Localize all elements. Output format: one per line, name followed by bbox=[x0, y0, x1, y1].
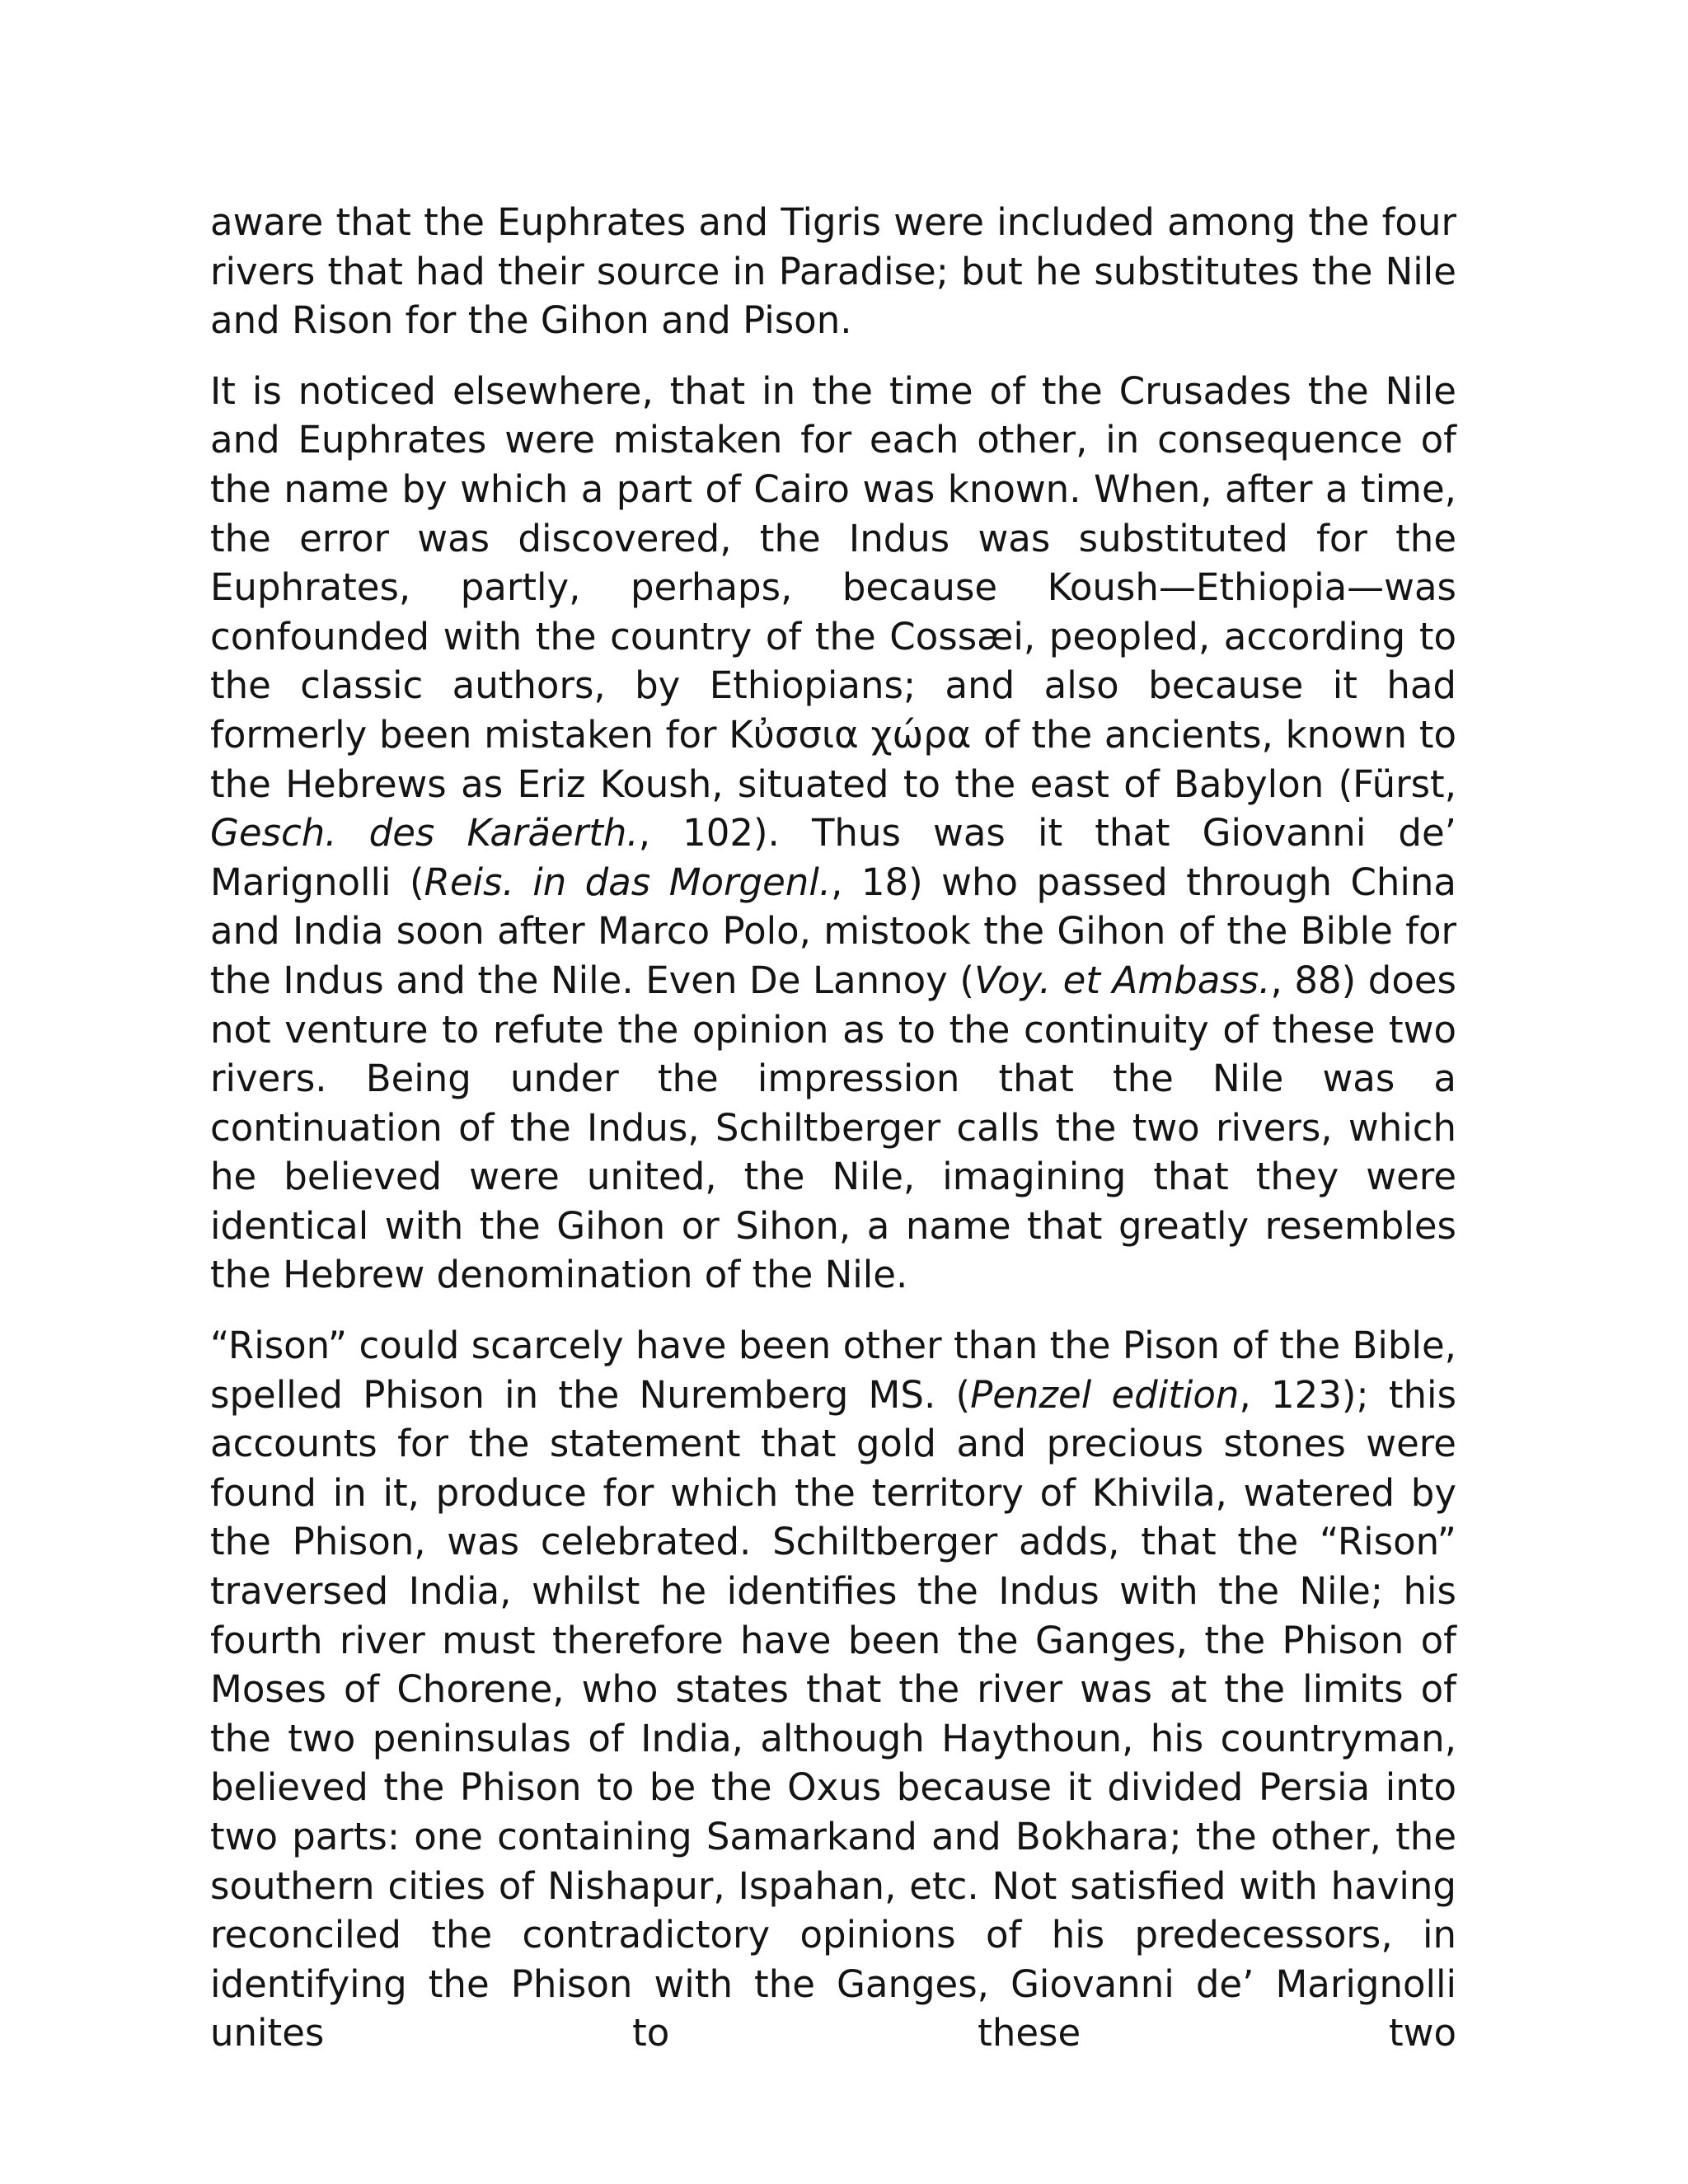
paragraph-text: It is noticed elsewhere, that in the time of the Crusades the Nile and Euphrates were mistaken for each other, in consequence of the name by which a part of Cairo was known. When, after a time, the error was discovered, the Indus was substituted for the Euphrates, partly, perhaps, because Koush—Ethiopia—was confounded with the country of the Cossæi, peopled, according to the classic authors, by Ethiopians; and also because it had formerly been mistaken for Κὐσσια χώρα of the ancients, known to the Hebrews as Eriz Koush, situated to the east of Babylon (Fürst, bbox=[210, 368, 1456, 806]
paragraph-1 bbox=[210, 198, 1456, 345]
citation-title: Gesch. des Karäerth. bbox=[210, 811, 639, 855]
paragraph-text: aware that the Euphrates and Tigris were included among the four rivers that had their source in Paradise; but he substitutes the Nile and Rison for the Gihon and Pison. bbox=[210, 200, 1456, 343]
paragraph-3 bbox=[210, 1321, 1456, 2058]
paragraph-text: , 123); this accounts for the statement that gold and precious stones were found in it, produce for which the territory of Khivila, watered by the Phison, was celebrated. Schiltberger adds, that the “Rison” traversed India, whilst he identifies the Indus with the Nile; his fourth river must therefore have been the Ganges, the Phison of Moses of Chorene, who states that the river was at the limits of the two peninsulas of India, although Haythoun, his countryman, believed the Phison to be the Oxus because it divided Persia into two parts: one containing Samarkand and Bokhara; the other, the southern cities of Nishapur, Ispahan, etc. Not satisfied with having reconciled the contradictory opinions of his predecessors, in identifying the Phison with the Ganges, Giovanni de’ Marignolli unites to these two bbox=[210, 1372, 1457, 2055]
paragraph-text: “Rison” could scarcely have been other than the Pison of the Bible, spelled Phison in the Nuremberg MS. ( bbox=[210, 1324, 1456, 1417]
paragraph-text: , 102). Thus was it that Giovanni de’ Marignolli ( bbox=[210, 811, 1456, 904]
paragraph-2 bbox=[210, 367, 1456, 1300]
page-body bbox=[210, 198, 1456, 2079]
citation-title: Penzel edition bbox=[970, 1372, 1240, 1417]
paragraph-text: , 88) does not venture to refute the opinion as to the continuity of these two rivers. Being under the impression that the Nile was a continuation of the Indus, Schiltberger calls the two rivers, which he believed were united, the Nile, imagining that they were identical with the Gihon or Sihon, a name that greatly resembles the Hebrew denomination of the Nile. bbox=[210, 958, 1456, 1297]
paragraph-text: , 18) who passed through China and India soon after Marco Polo, mistook the Gihon of the Bible for the Indus and the Nile. Even De Lannoy ( bbox=[210, 860, 1456, 1002]
citation-title: Voy. et Ambass. bbox=[973, 958, 1271, 1002]
citation-title: Reis. in das Morgenl. bbox=[424, 860, 832, 904]
